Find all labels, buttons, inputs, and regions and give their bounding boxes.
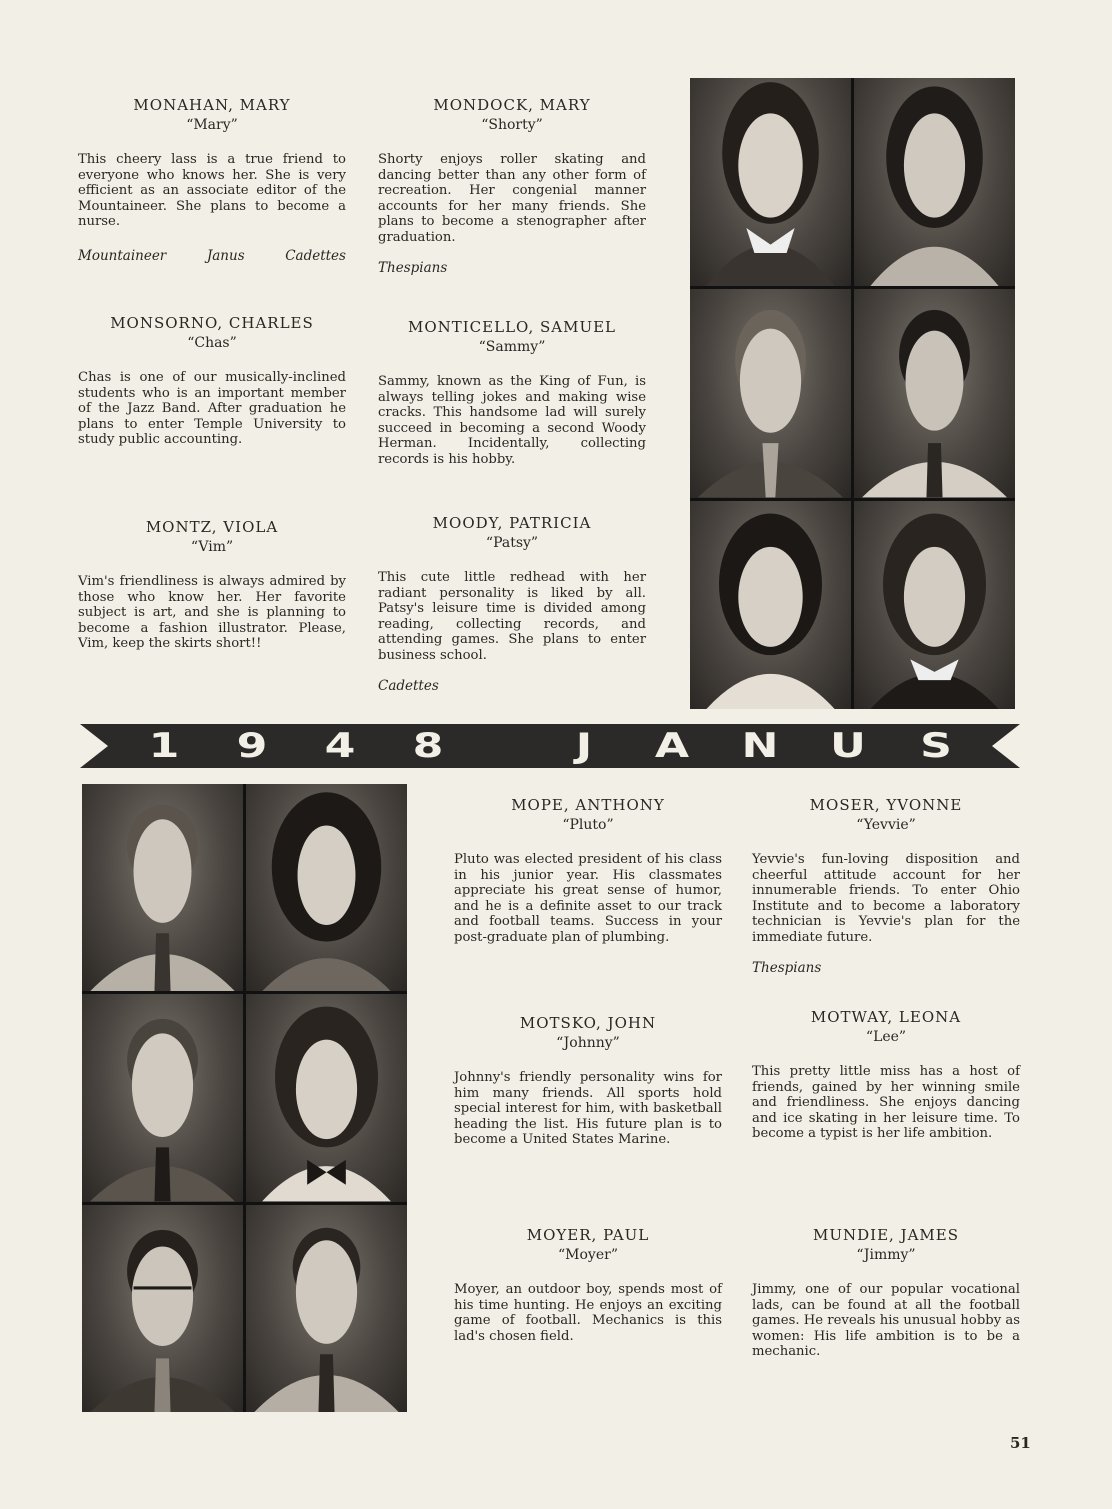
student-bio: Johnny's friendly personality wins for him many friends. All sports hold special interest for him, with basketball heading the list. His future plan is to become a United States Marine. [454, 1070, 722, 1148]
student-bio: Shorty enjoys roller skating and dancing better than any other form of recreation. Her congenial manner accounts for her many friends. She plans to become a stenographer after graduation. [378, 152, 646, 245]
portrait-grid-top [690, 78, 1015, 709]
portrait-photo-motway [246, 994, 407, 1201]
student-entry-mope [454, 796, 722, 946]
student-activities [752, 960, 1020, 976]
student-entry-motway [752, 1008, 1020, 1142]
student-bio: This cheery lass is a true friend to everyone who knows her. She is very efficient as an associate editor of the Mountaineer. She plans to become a nurse. [78, 152, 346, 230]
student-entry-motsko [454, 1014, 722, 1148]
student-nickname: “Moyer” [558, 1247, 618, 1263]
student-entry-moser [752, 796, 1020, 976]
student-entry-mundie [752, 1226, 1020, 1360]
janus-1948-banner [80, 724, 1020, 768]
student-bio: This pretty little miss has a host of friends, gained by her winning smile and friendliness. She enjoys dancing and ice skating in her leisure time. To become a typist is her life ambition. [752, 1064, 1020, 1142]
student-nickname: “Shorty” [481, 117, 543, 133]
student-activities [78, 248, 346, 264]
activity: Mountaineer [78, 247, 167, 264]
student-name: MONAHAN, MARY [133, 96, 291, 114]
portrait-photo-moody [854, 501, 1015, 709]
banner-char: 8 [412, 726, 444, 766]
student-name: MOYER, PAUL [526, 1226, 650, 1244]
student-entry-montz [78, 518, 346, 652]
student-nickname: “Patsy” [485, 535, 539, 551]
student-nickname: “Sammy” [478, 339, 546, 355]
banner-char: 9 [236, 726, 268, 766]
page-number: 51 [1010, 1434, 1031, 1452]
student-bio: This cute little redhead with her radiant personality is liked by all. Patsy's leisure time is divided among reading, collecting records, and attending games. She plans to enter business school. [378, 570, 646, 663]
activity: Thespians [378, 259, 448, 276]
activity: Janus [206, 247, 245, 264]
activity: Cadettes [285, 247, 346, 264]
banner-char: 1 [148, 726, 180, 766]
student-name: MONTICELLO, SAMUEL [407, 318, 617, 336]
student-nickname: “Lee” [865, 1029, 907, 1045]
portrait-photo-mundie [246, 1205, 407, 1412]
student-nickname: “Yevvie” [856, 817, 916, 833]
banner-char: J [575, 726, 593, 766]
portrait-photo-monticello [854, 289, 1015, 497]
portrait-photo-mope [82, 784, 243, 991]
student-name: MUNDIE, JAMES [813, 1226, 959, 1244]
student-activities [378, 678, 646, 694]
student-nickname: “Jimmy” [856, 1247, 916, 1263]
banner-char: 4 [324, 726, 356, 766]
student-name: MONDOCK, MARY [433, 96, 591, 114]
student-bio: Jimmy, one of our popular vocational lads, can be found at all the football games. He reveals his unusual hobby as women: His life ambition is to be a mechanic. [752, 1282, 1020, 1360]
student-name: MOPE, ANTHONY [511, 796, 665, 814]
portrait-photo-moser [246, 784, 407, 991]
banner-char: N [741, 726, 779, 766]
banner-char: U [830, 726, 866, 766]
student-name: MONSORNO, CHARLES [110, 314, 314, 332]
portrait-photo-motsko [82, 994, 243, 1201]
portrait-photo-monsorno [690, 289, 851, 497]
student-bio: Sammy, known as the King of Fun, is always telling jokes and making wise cracks. This handsome lad will surely succeed in becoming a second Woody Herman. Incidentally, collecting records is his hobby. [378, 374, 646, 467]
student-name: MONTZ, VIOLA [145, 518, 279, 536]
banner-char: S [920, 726, 952, 766]
student-bio: Moyer, an outdoor boy, spends most of his time hunting. He enjoys an exciting game of football. Mechanics is this lad's chosen field. [454, 1282, 722, 1344]
student-nickname: “Chas” [187, 335, 237, 351]
portrait-photo-monahan [690, 78, 851, 286]
portrait-photo-moyer [82, 1205, 243, 1412]
student-bio: Chas is one of our musically-inclined students who is an important member of the Jazz Band. After graduation he plans to enter Temple University to study public accounting. [78, 370, 346, 448]
activity: Thespians [752, 959, 822, 976]
student-entry-monsorno [78, 314, 346, 448]
student-entry-monticello [378, 318, 646, 468]
student-entry-monahan [78, 96, 346, 264]
student-nickname: “Johnny” [556, 1035, 620, 1051]
student-bio: Pluto was elected president of his class in his junior year. His classmates appreciate his great sense of humor, and he is a definite asset to our track and football teams. Success in your post-graduate plan of plumbing. [454, 852, 722, 945]
student-name: MOODY, PATRICIA [432, 514, 592, 532]
student-name: MOTWAY, LEONA [810, 1008, 962, 1026]
portrait-grid-bottom [82, 784, 407, 1412]
student-name: MOSER, YVONNE [809, 796, 963, 814]
student-entry-mondock [378, 96, 646, 276]
activity: Cadettes [378, 677, 439, 694]
portrait-photo-montz [690, 501, 851, 709]
student-nickname: “Pluto” [562, 817, 614, 833]
portrait-photo-mondock [854, 78, 1015, 286]
student-activities [378, 260, 646, 276]
student-bio: Yevvie's fun-loving disposition and cheerful attitude account for her innumerable friends. To enter Ohio Institute and to become a laboratory technician is Yevvie's plan for the immediate future. [752, 852, 1020, 945]
student-entry-moody [378, 514, 646, 694]
student-bio: Vim's friendliness is always admired by those who know her. Her favorite subject is art, and she is planning to become a fashion illustrator. Please, Vim, keep the skirts short!! [78, 574, 346, 652]
student-nickname: “Mary” [186, 117, 238, 133]
banner-lettering [80, 724, 1020, 768]
student-name: MOTSKO, JOHN [519, 1014, 657, 1032]
student-nickname: “Vim” [190, 539, 234, 555]
banner-char: A [654, 726, 690, 766]
student-entry-moyer [454, 1226, 722, 1344]
